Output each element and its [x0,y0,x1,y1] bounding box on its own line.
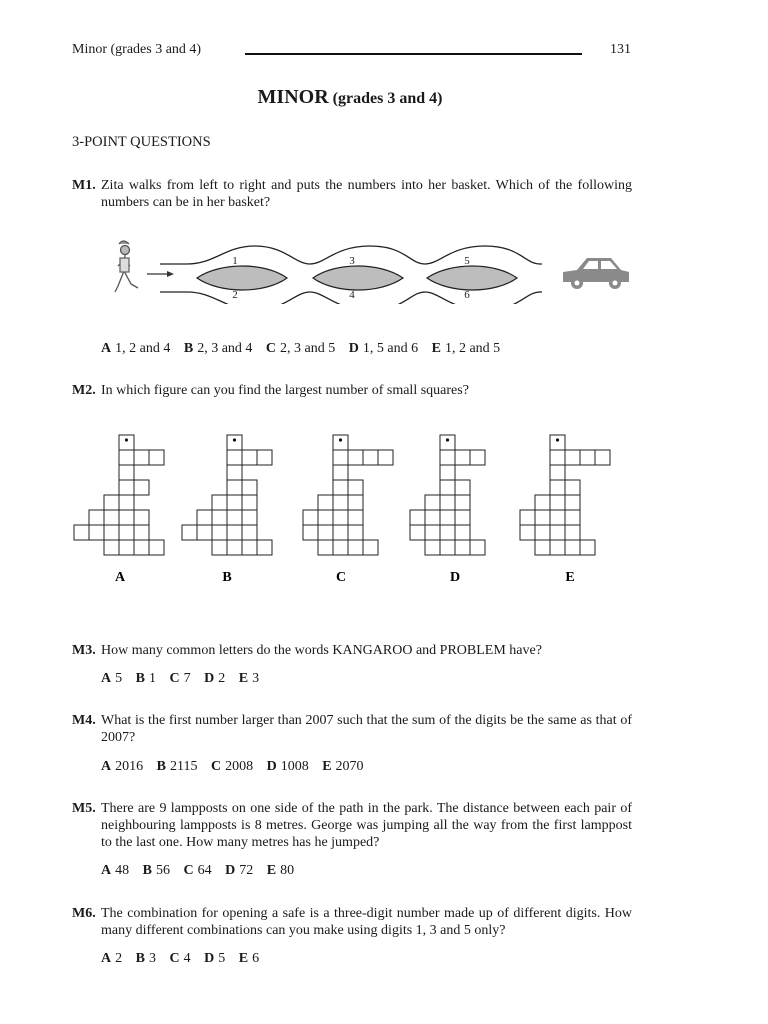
grid-square [470,450,485,465]
option-b: B 1 [135,671,156,686]
grid-square [455,480,470,495]
grid-square [348,480,363,495]
grid-square [410,525,425,540]
option-c: C 7 [169,671,191,686]
figure-label-e: E [565,570,575,585]
grid-square [455,450,470,465]
option-b: B 2, 3 and 4 [183,341,253,356]
option-e: E 6 [238,951,260,966]
page-number: 131 [610,42,631,57]
grid-square [550,510,565,525]
grid-square [378,450,393,465]
grid-square [134,480,149,495]
square-figure-d [410,435,485,555]
path-label-top: 1 [232,255,238,267]
grid-square [455,540,470,555]
grid-square [333,510,348,525]
option-d: D 5 [204,951,226,966]
option-c: C 4 [169,951,191,966]
option-d: D 2 [204,671,226,686]
grid-square [470,540,485,555]
grid-square [242,510,257,525]
grid-square [535,510,550,525]
grid-square [119,540,134,555]
grid-square [348,510,363,525]
grid-square [363,540,378,555]
square-figure-e [520,435,610,555]
question-text: In which figure can you find the largest number of small squares? [101,383,469,398]
answer-options [101,951,269,967]
grid-square [550,480,565,495]
grid-square [333,480,348,495]
grid-square [104,540,119,555]
header-rule [245,53,582,55]
question-m4 [72,712,632,746]
grid-square [520,510,535,525]
answer-options [101,759,374,775]
grid-square [119,450,134,465]
figure-label-a: A [114,570,126,585]
question-text: The combination for opening a safe is a three-digit number made up of different digits. How many different combinations can you make using digits 1, 3 and 5 only? [101,906,632,938]
question-m3 [72,642,632,659]
option-a: A 5 [101,671,123,686]
grid-square [182,525,197,540]
grid-square [455,525,470,540]
grid-square [440,510,455,525]
grid-square [89,525,104,540]
grid-square [440,465,455,480]
grid-square [425,540,440,555]
grid-square [440,540,455,555]
option-e: E 2070 [322,759,364,774]
m1-path-figure [105,236,640,304]
answer-options [101,863,304,879]
question-number: M5. [72,801,96,816]
option-d: D 1, 5 and 6 [348,341,419,356]
grid-square [257,540,272,555]
grid-square [227,465,242,480]
grid-square [333,450,348,465]
grid-square [149,450,164,465]
grid-square [119,510,134,525]
square-figure-b [182,435,272,555]
m2-square-figures [60,425,640,590]
page-title [0,86,700,109]
grid-square [212,495,227,510]
option-c: C 2, 3 and 5 [265,341,336,356]
question-number: M4. [72,713,96,728]
figure-label-c: C [335,570,347,585]
question-text: There are 9 lampposts on one side of the path in the park. The distance between each pair of neighbouring lampposts is 8 metres. George was jumping all the way from the first lamppost to the last one. How many metres has he jumped? [101,801,632,850]
grid-square [134,525,149,540]
grid-square [535,540,550,555]
grid-square [550,435,565,450]
grid-square [550,540,565,555]
grid-square [455,495,470,510]
question-number: M2. [72,383,96,398]
grid-square [333,435,348,450]
question-m1 [72,177,632,211]
figure-label-b: B [222,570,232,585]
grid-square [104,525,119,540]
start-dot [125,438,128,441]
car-icon [563,258,629,289]
grid-square [440,480,455,495]
question-m5 [72,800,632,851]
grid-square [303,525,318,540]
option-b: B 56 [142,863,170,878]
grid-square [119,525,134,540]
question-text: Zita walks from left to right and puts the numbers into her basket. Which of the following numbers can be in her basket? [101,178,632,210]
start-dot [556,438,559,441]
question-text: How many common letters do the words KANGAROO and PROBLEM have? [101,643,542,658]
grid-square [363,450,378,465]
grid-square [565,480,580,495]
grid-square [580,450,595,465]
grid-square [227,510,242,525]
question-m2 [72,382,632,399]
grid-square [149,540,164,555]
grid-square [134,450,149,465]
grid-square [520,525,535,540]
path-label-top: 5 [464,255,470,267]
option-d: D 72 [225,863,254,878]
option-a: A 48 [101,863,130,878]
grid-square [242,450,257,465]
path-label-bottom: 4 [349,289,355,301]
question-text: What is the first number larger than 2007 such that the sum of the digits be the same as that of 2007? [101,713,632,745]
grid-square [303,510,318,525]
grid-square [242,525,257,540]
grid-square [242,480,257,495]
grid-square [227,435,242,450]
grid-square [565,510,580,525]
grid-square [580,540,595,555]
question-number: M6. [72,906,96,921]
answer-options [101,341,510,357]
grid-square [565,540,580,555]
grid-square [257,450,272,465]
grid-square [242,495,257,510]
grid-square [535,495,550,510]
grid-square [318,510,333,525]
grid-square [119,495,134,510]
grid-square [333,525,348,540]
figure-label-d: D [449,570,461,585]
option-c: C 2008 [210,759,254,774]
question-m6 [72,905,632,939]
option-d: D 1008 [266,759,309,774]
option-b: B 2115 [156,759,198,774]
grid-square [104,495,119,510]
title-main: MINOR [257,86,329,108]
grid-square [318,540,333,555]
grid-square [227,540,242,555]
grid-square [565,495,580,510]
grid-square [348,450,363,465]
option-a: A 2016 [101,759,144,774]
girl-icon [115,241,138,292]
grid-square [425,495,440,510]
grid-square [119,465,134,480]
section-heading: 3-POINT QUESTIONS [72,134,211,150]
grid-square [333,465,348,480]
grid-square [318,525,333,540]
grid-square [89,510,104,525]
grid-square [134,540,149,555]
path-label-bottom: 6 [464,289,470,301]
grid-square [595,450,610,465]
grid-square [197,525,212,540]
question-number: M3. [72,643,96,658]
option-a: A 1, 2 and 4 [101,341,171,356]
grid-square [410,510,425,525]
grid-square [212,540,227,555]
option-e: E 3 [238,671,260,686]
grid-square [348,540,363,555]
start-dot [339,438,342,441]
grid-square [227,450,242,465]
grid-square [227,525,242,540]
grid-square [565,450,580,465]
grid-square [455,510,470,525]
grid-square [550,465,565,480]
grid-square [119,480,134,495]
option-c: C 64 [183,863,212,878]
grid-square [74,525,89,540]
grid-square [550,495,565,510]
grid-square [550,525,565,540]
grid-square [197,510,212,525]
grid-square [440,435,455,450]
grid-square [212,525,227,540]
question-number: M1. [72,178,96,193]
option-e: E 1, 2 and 5 [431,341,501,356]
running-header: Minor (grades 3 and 4) [72,42,202,57]
grid-square [348,525,363,540]
grid-square [227,480,242,495]
grid-square [440,450,455,465]
grid-square [440,495,455,510]
option-e: E 80 [266,863,295,878]
grid-square [333,540,348,555]
option-b: B 3 [135,951,156,966]
path-label-top: 3 [349,255,355,267]
islands [197,266,517,290]
grid-square [333,495,348,510]
grid-square [318,495,333,510]
grid-square [242,540,257,555]
title-sub: (grades 3 and 4) [332,90,443,107]
arrow-icon [147,271,174,277]
grid-square [425,510,440,525]
grid-square [134,510,149,525]
grid-square [565,525,580,540]
grid-square [212,510,227,525]
grid-square [425,525,440,540]
start-dot [233,438,236,441]
grid-square [535,525,550,540]
grid-square [348,495,363,510]
path-label-bottom: 2 [232,289,238,301]
start-dot [446,438,449,441]
grid-square [227,495,242,510]
square-figure-c [303,435,393,555]
option-a: A 2 [101,951,123,966]
grid-square [440,525,455,540]
square-figure-a [74,435,164,555]
grid-square [119,435,134,450]
grid-square [104,510,119,525]
grid-square [550,450,565,465]
answer-options [101,671,269,687]
